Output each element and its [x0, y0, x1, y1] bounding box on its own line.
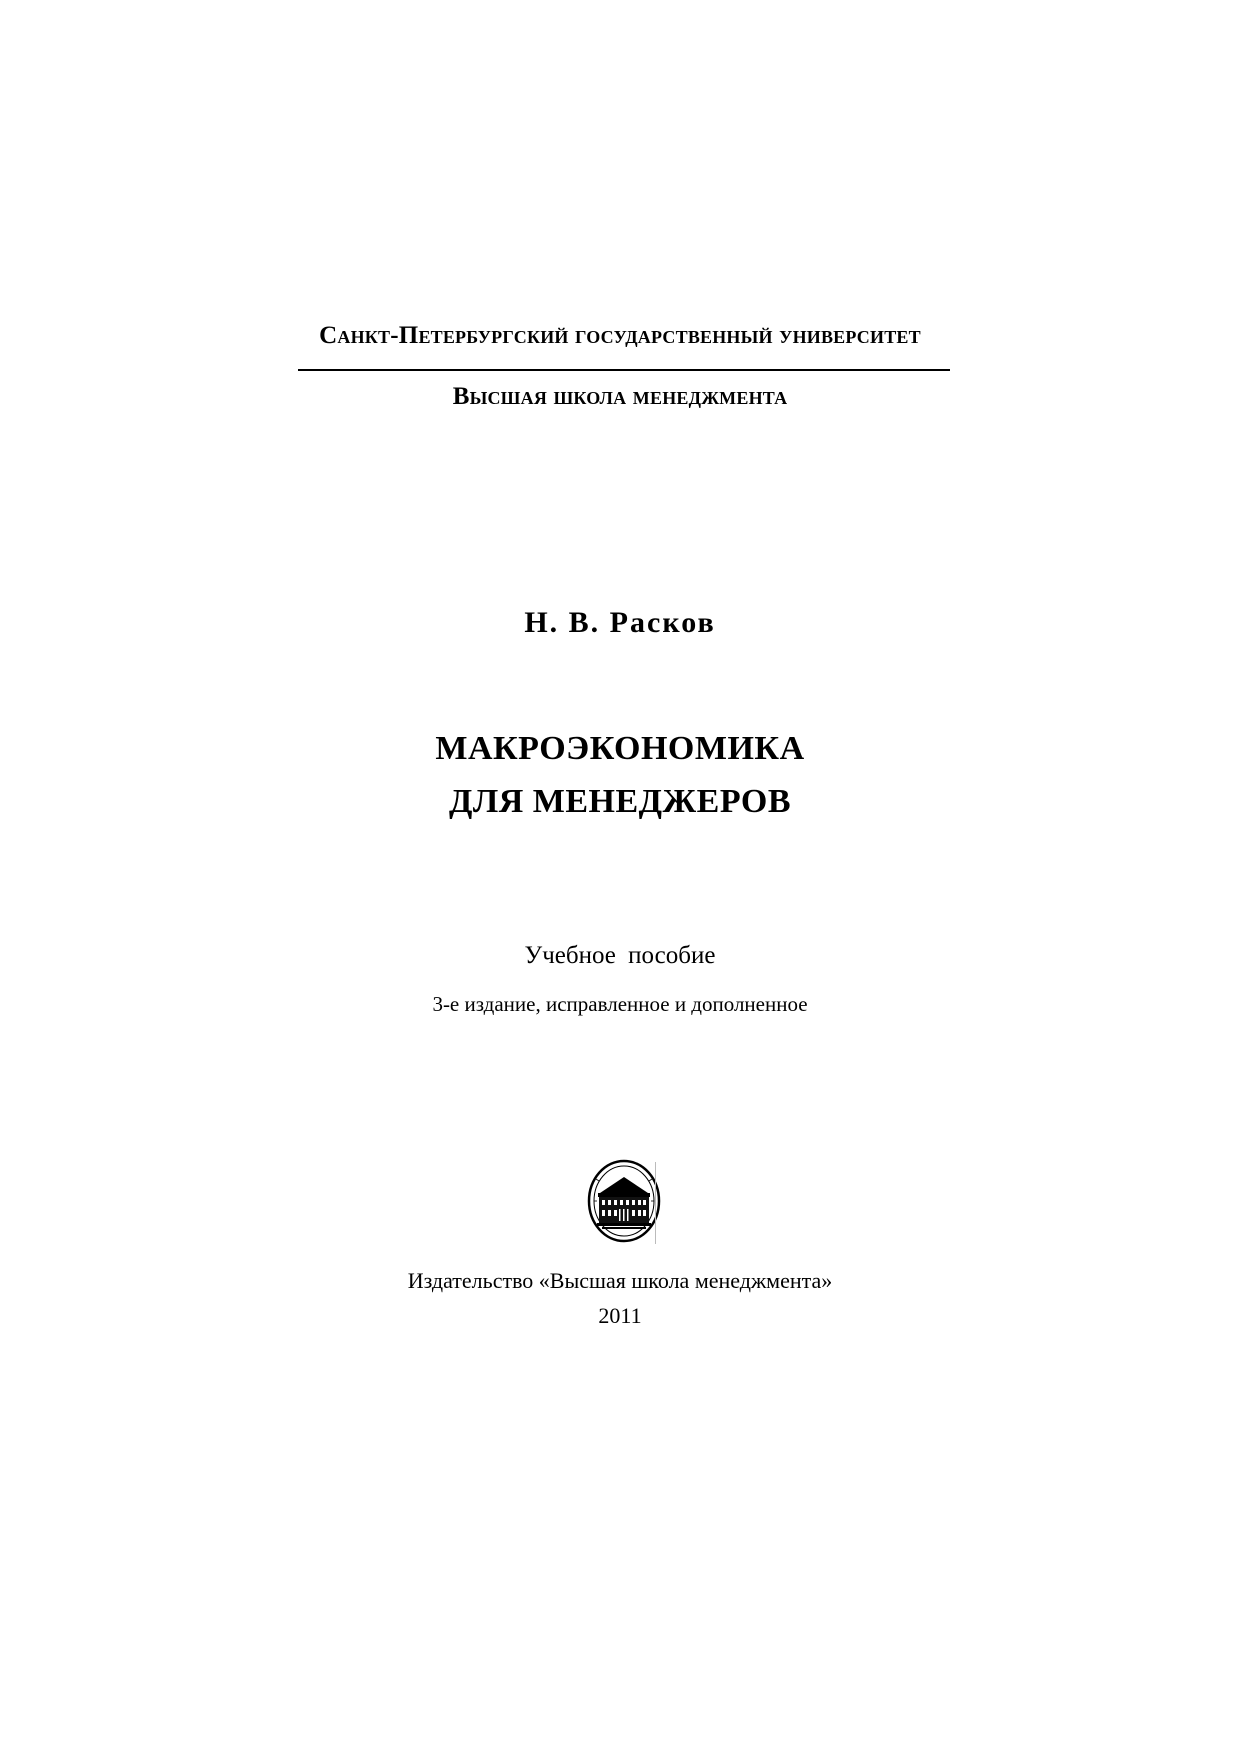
edition-note: 3-е издание, исправленное и дополненное: [432, 992, 808, 1016]
emblem-scan-edge: [655, 1162, 656, 1244]
university-name: Санкт-Петербургский государственный университет: [319, 322, 921, 349]
school-name: Высшая школа менеджмента: [452, 383, 788, 410]
book-title-line-2: ДЛЯ МЕНЕДЖЕРОВ: [448, 783, 792, 820]
university-building-seal-icon: [586, 1159, 662, 1243]
publication-year: 2011: [598, 1303, 642, 1328]
header-divider: [298, 369, 950, 371]
author-name: Н. В. Расков: [524, 606, 716, 639]
publisher-name: Издательство «Высшая школа менеджмента»: [407, 1268, 833, 1293]
book-title-line-1: МАКРОЭКОНОМИКА: [435, 730, 805, 767]
book-subtitle: Учебное пособие: [524, 942, 716, 969]
